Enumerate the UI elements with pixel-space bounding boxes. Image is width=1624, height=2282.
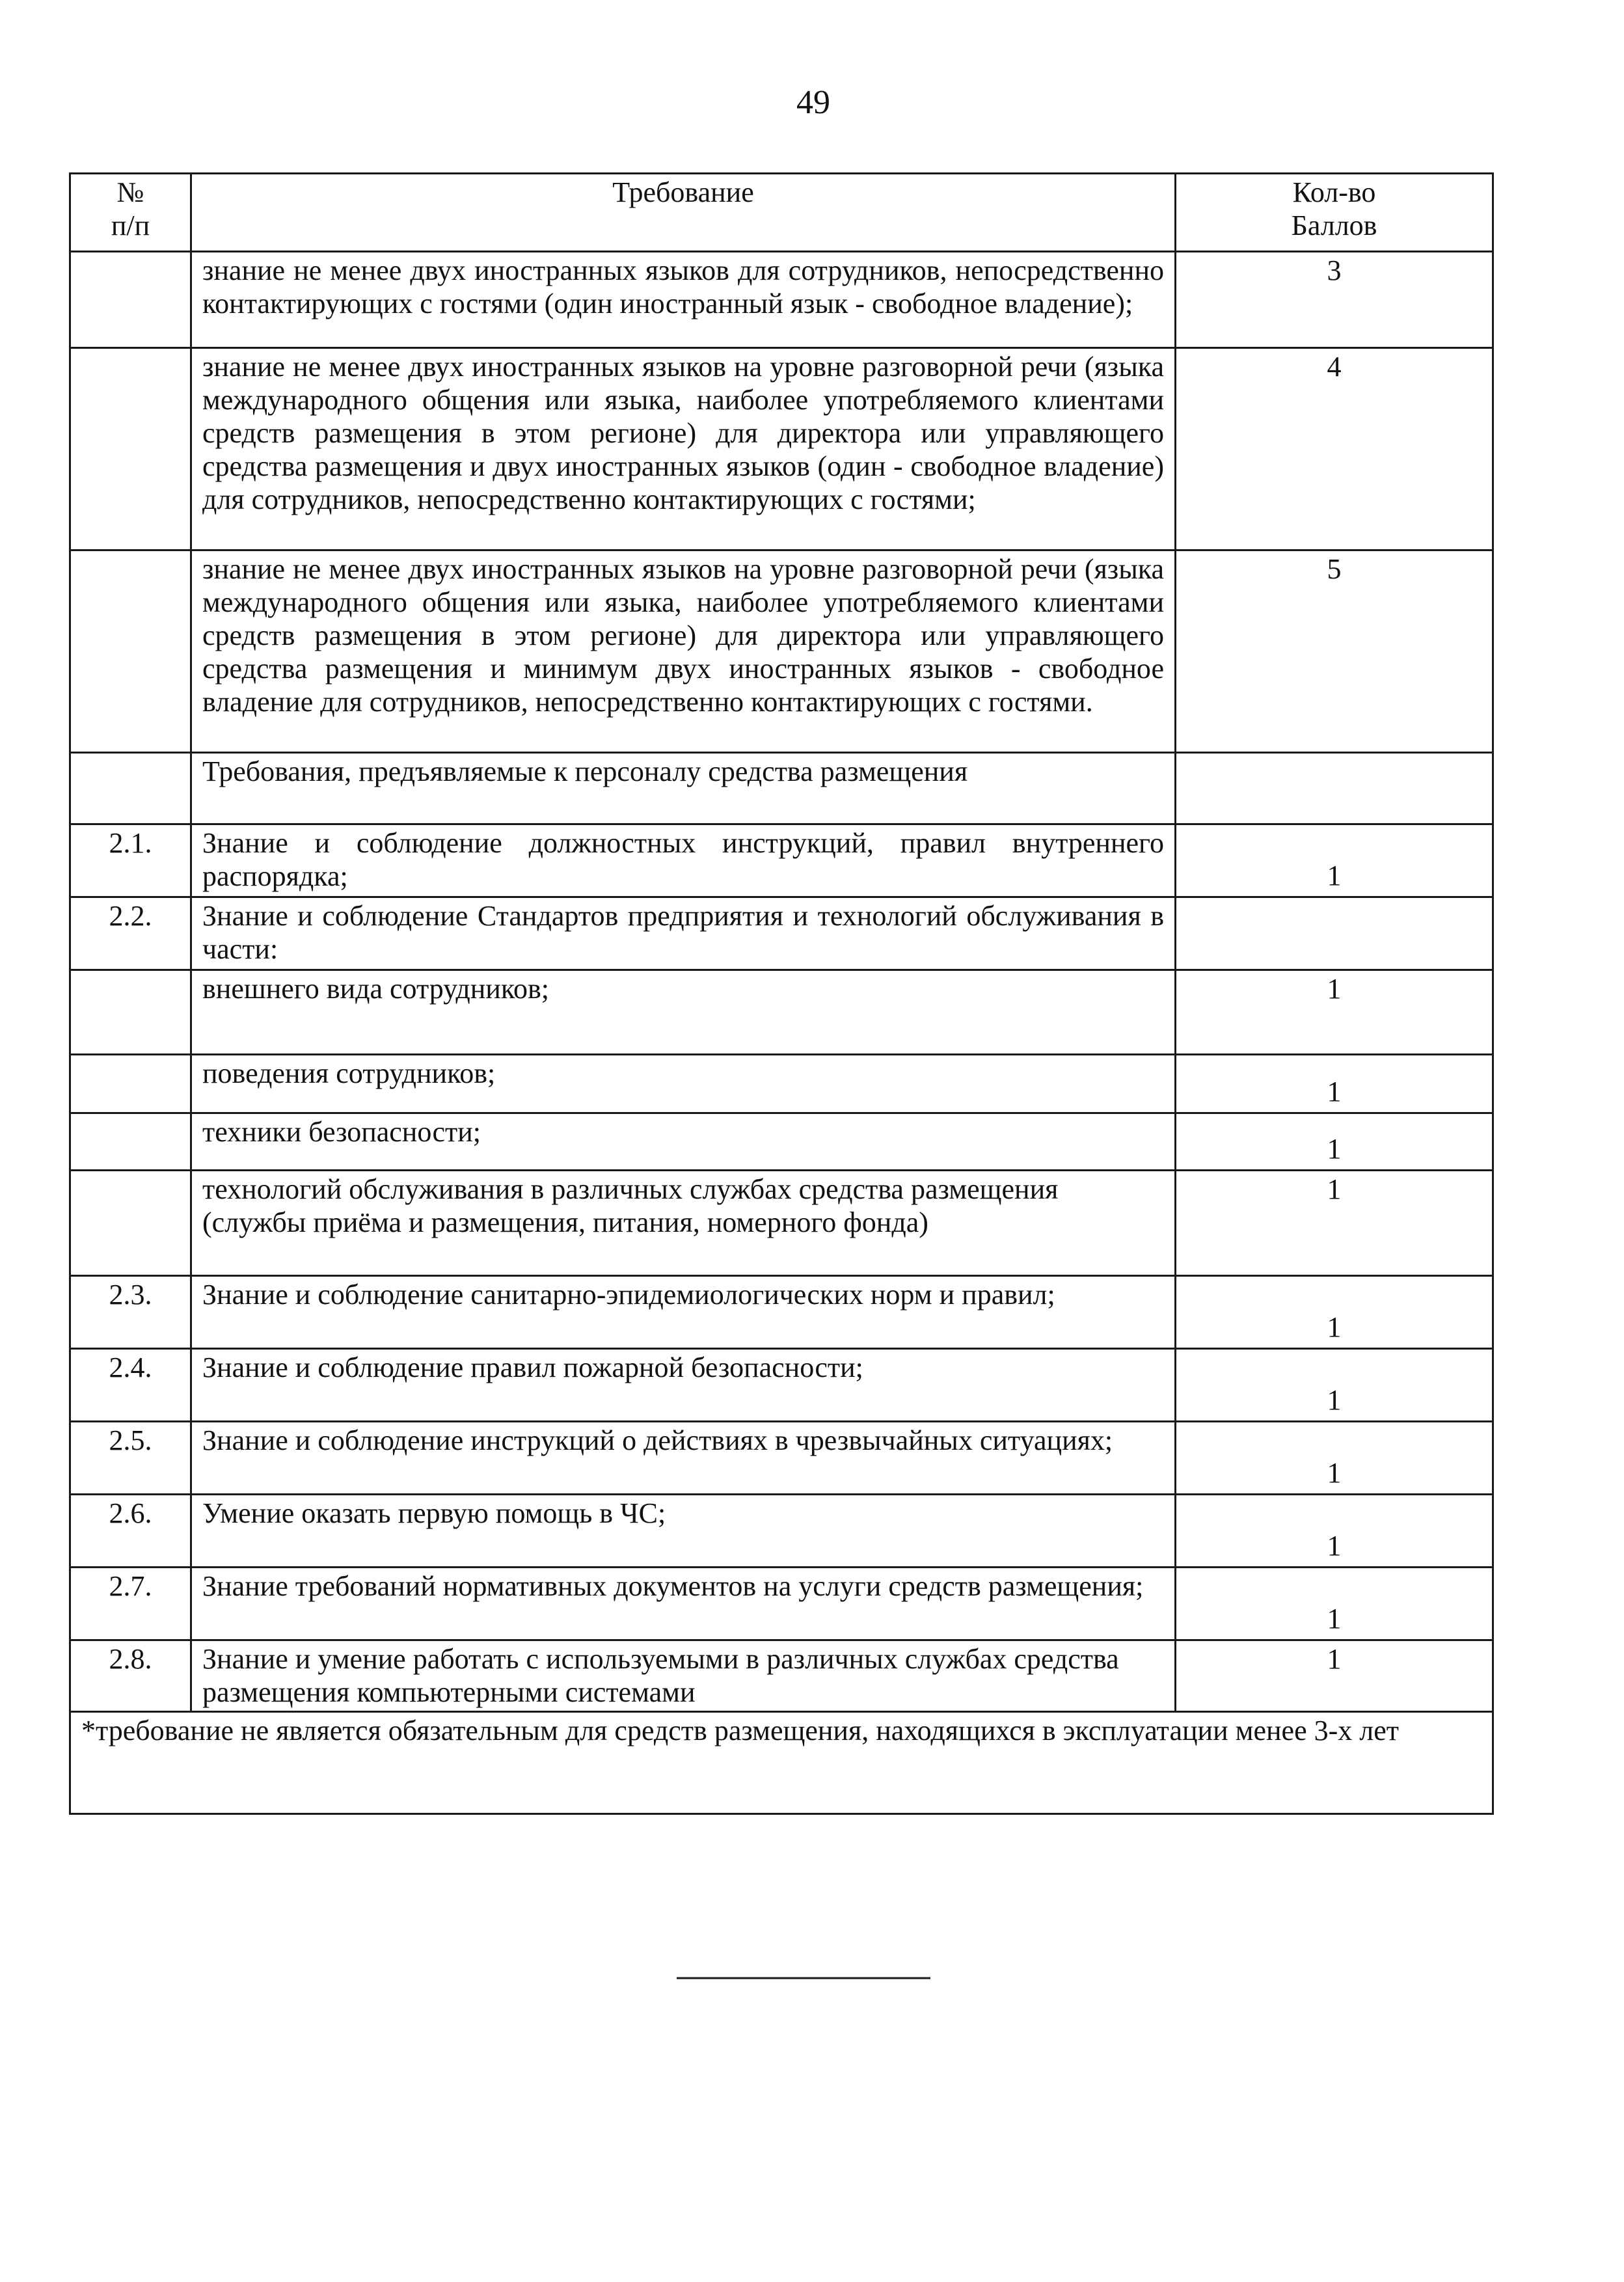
row-requirement: внешнего вида сотрудников; xyxy=(191,970,1176,1055)
row-number xyxy=(70,348,191,550)
table-row xyxy=(70,348,1493,550)
page-number: 49 xyxy=(796,84,830,121)
table-row xyxy=(70,1113,1493,1171)
header-number xyxy=(70,174,191,252)
row-number: 2.7. xyxy=(70,1568,191,1640)
row-score: 3 xyxy=(1176,252,1493,348)
row-number xyxy=(70,1055,191,1113)
row-requirement: Знание требований нормативных документов на услуги средств размещения; xyxy=(191,1568,1176,1640)
table-row xyxy=(70,1568,1493,1640)
table-header-row xyxy=(70,174,1493,252)
table-row xyxy=(70,252,1493,348)
table-row xyxy=(70,1276,1493,1349)
footnote-row xyxy=(70,1712,1493,1814)
table-row xyxy=(70,824,1493,897)
row-score: 1 xyxy=(1176,1640,1493,1712)
row-requirement: Знание и соблюдение должностных инструкций, правил внутреннего распорядка; xyxy=(191,824,1176,897)
table-row xyxy=(70,1495,1493,1568)
header-score-line2: Баллов xyxy=(1291,210,1377,241)
row-requirement: поведения сотрудников; xyxy=(191,1055,1176,1113)
row-requirement: знание не менее двух иностранных языков на уровне разговорной речи (языка международного общения или языка, наиболее употребляемого клиентами средств размещения в этом регионе) для директора или управляющего средства размещения и минимум двух иностранных языков - свободное владение для сотрудников, непосредственно контактирующих с гостями. xyxy=(191,550,1176,753)
row-requirement: технологий обслуживания в различных службах средства размещения (службы приёма и размещения, питания, номерного фонда) xyxy=(191,1171,1176,1276)
row-number: 2.2. xyxy=(70,897,191,970)
requirements-table xyxy=(69,172,1494,1815)
row-score: 1 xyxy=(1176,1113,1493,1171)
header-requirement: Требование xyxy=(191,174,1176,252)
row-score xyxy=(1176,753,1493,824)
table-row xyxy=(70,1171,1493,1276)
row-score: 1 xyxy=(1176,1495,1493,1568)
row-number: 2.1. xyxy=(70,824,191,897)
row-score xyxy=(1176,897,1493,970)
table-row xyxy=(70,1349,1493,1422)
row-score: 1 xyxy=(1176,970,1493,1055)
row-score: 5 xyxy=(1176,550,1493,753)
row-number xyxy=(70,970,191,1055)
row-number: 2.6. xyxy=(70,1495,191,1568)
row-number: 2.5. xyxy=(70,1422,191,1495)
row-requirement: Требования, предъявляемые к персоналу средства размещения xyxy=(191,753,1176,824)
row-score: 4 xyxy=(1176,348,1493,550)
row-score: 1 xyxy=(1176,1171,1493,1276)
row-score: 1 xyxy=(1176,1349,1493,1422)
row-number xyxy=(70,1113,191,1171)
table-row xyxy=(70,897,1493,970)
header-score-line1: Кол-во xyxy=(1292,176,1376,208)
row-number: 2.4. xyxy=(70,1349,191,1422)
table-row xyxy=(70,1640,1493,1712)
header-score xyxy=(1176,174,1493,252)
table-row xyxy=(70,970,1493,1055)
table-row xyxy=(70,753,1493,824)
row-score: 1 xyxy=(1176,1422,1493,1495)
row-number xyxy=(70,1171,191,1276)
row-number xyxy=(70,550,191,753)
row-requirement: Знание и соблюдение Стандартов предприятия и технологий обслуживания в части: xyxy=(191,897,1176,970)
table-row xyxy=(70,1422,1493,1495)
row-requirement: Знание и умение работать с используемыми в различных службах средства размещения компьютерными системами xyxy=(191,1640,1176,1712)
row-score: 1 xyxy=(1176,1276,1493,1349)
row-requirement: Знание и соблюдение инструкций о действиях в чрезвычайных ситуациях; xyxy=(191,1422,1176,1495)
row-number xyxy=(70,753,191,824)
row-requirement: техники безопасности; xyxy=(191,1113,1176,1171)
header-number-line2: п/п xyxy=(111,210,150,241)
row-requirement: знание не менее двух иностранных языков на уровне разговорной речи (языка международного общения или языка, наиболее употребляемого клиентами средств размещения в этом регионе) для директора или управляющего средства размещения и двух иностранных языков (один - свободное владение) для сотрудников, непосредственно контактирующих с гостями; xyxy=(191,348,1176,550)
row-requirement: Умение оказать первую помощь в ЧС; xyxy=(191,1495,1176,1568)
row-score: 1 xyxy=(1176,1568,1493,1640)
row-number: 2.8. xyxy=(70,1640,191,1712)
row-number xyxy=(70,252,191,348)
row-score: 1 xyxy=(1176,824,1493,897)
row-score: 1 xyxy=(1176,1055,1493,1113)
row-requirement: знание не менее двух иностранных языков для сотрудников, непосредственно контактирующих с гостями (один иностранный язык - свободное владение); xyxy=(191,252,1176,348)
row-requirement: Знание и соблюдение санитарно-эпидемиологических норм и правил; xyxy=(191,1276,1176,1349)
header-number-line1: № xyxy=(116,176,144,208)
row-number: 2.3. xyxy=(70,1276,191,1349)
table-row xyxy=(70,550,1493,753)
footnote: *требование не является обязательным для средств размещения, находящихся в эксплуатации менее 3-х лет xyxy=(70,1712,1493,1814)
row-requirement: Знание и соблюдение правил пожарной безопасности; xyxy=(191,1349,1176,1422)
table-row xyxy=(70,1055,1493,1113)
